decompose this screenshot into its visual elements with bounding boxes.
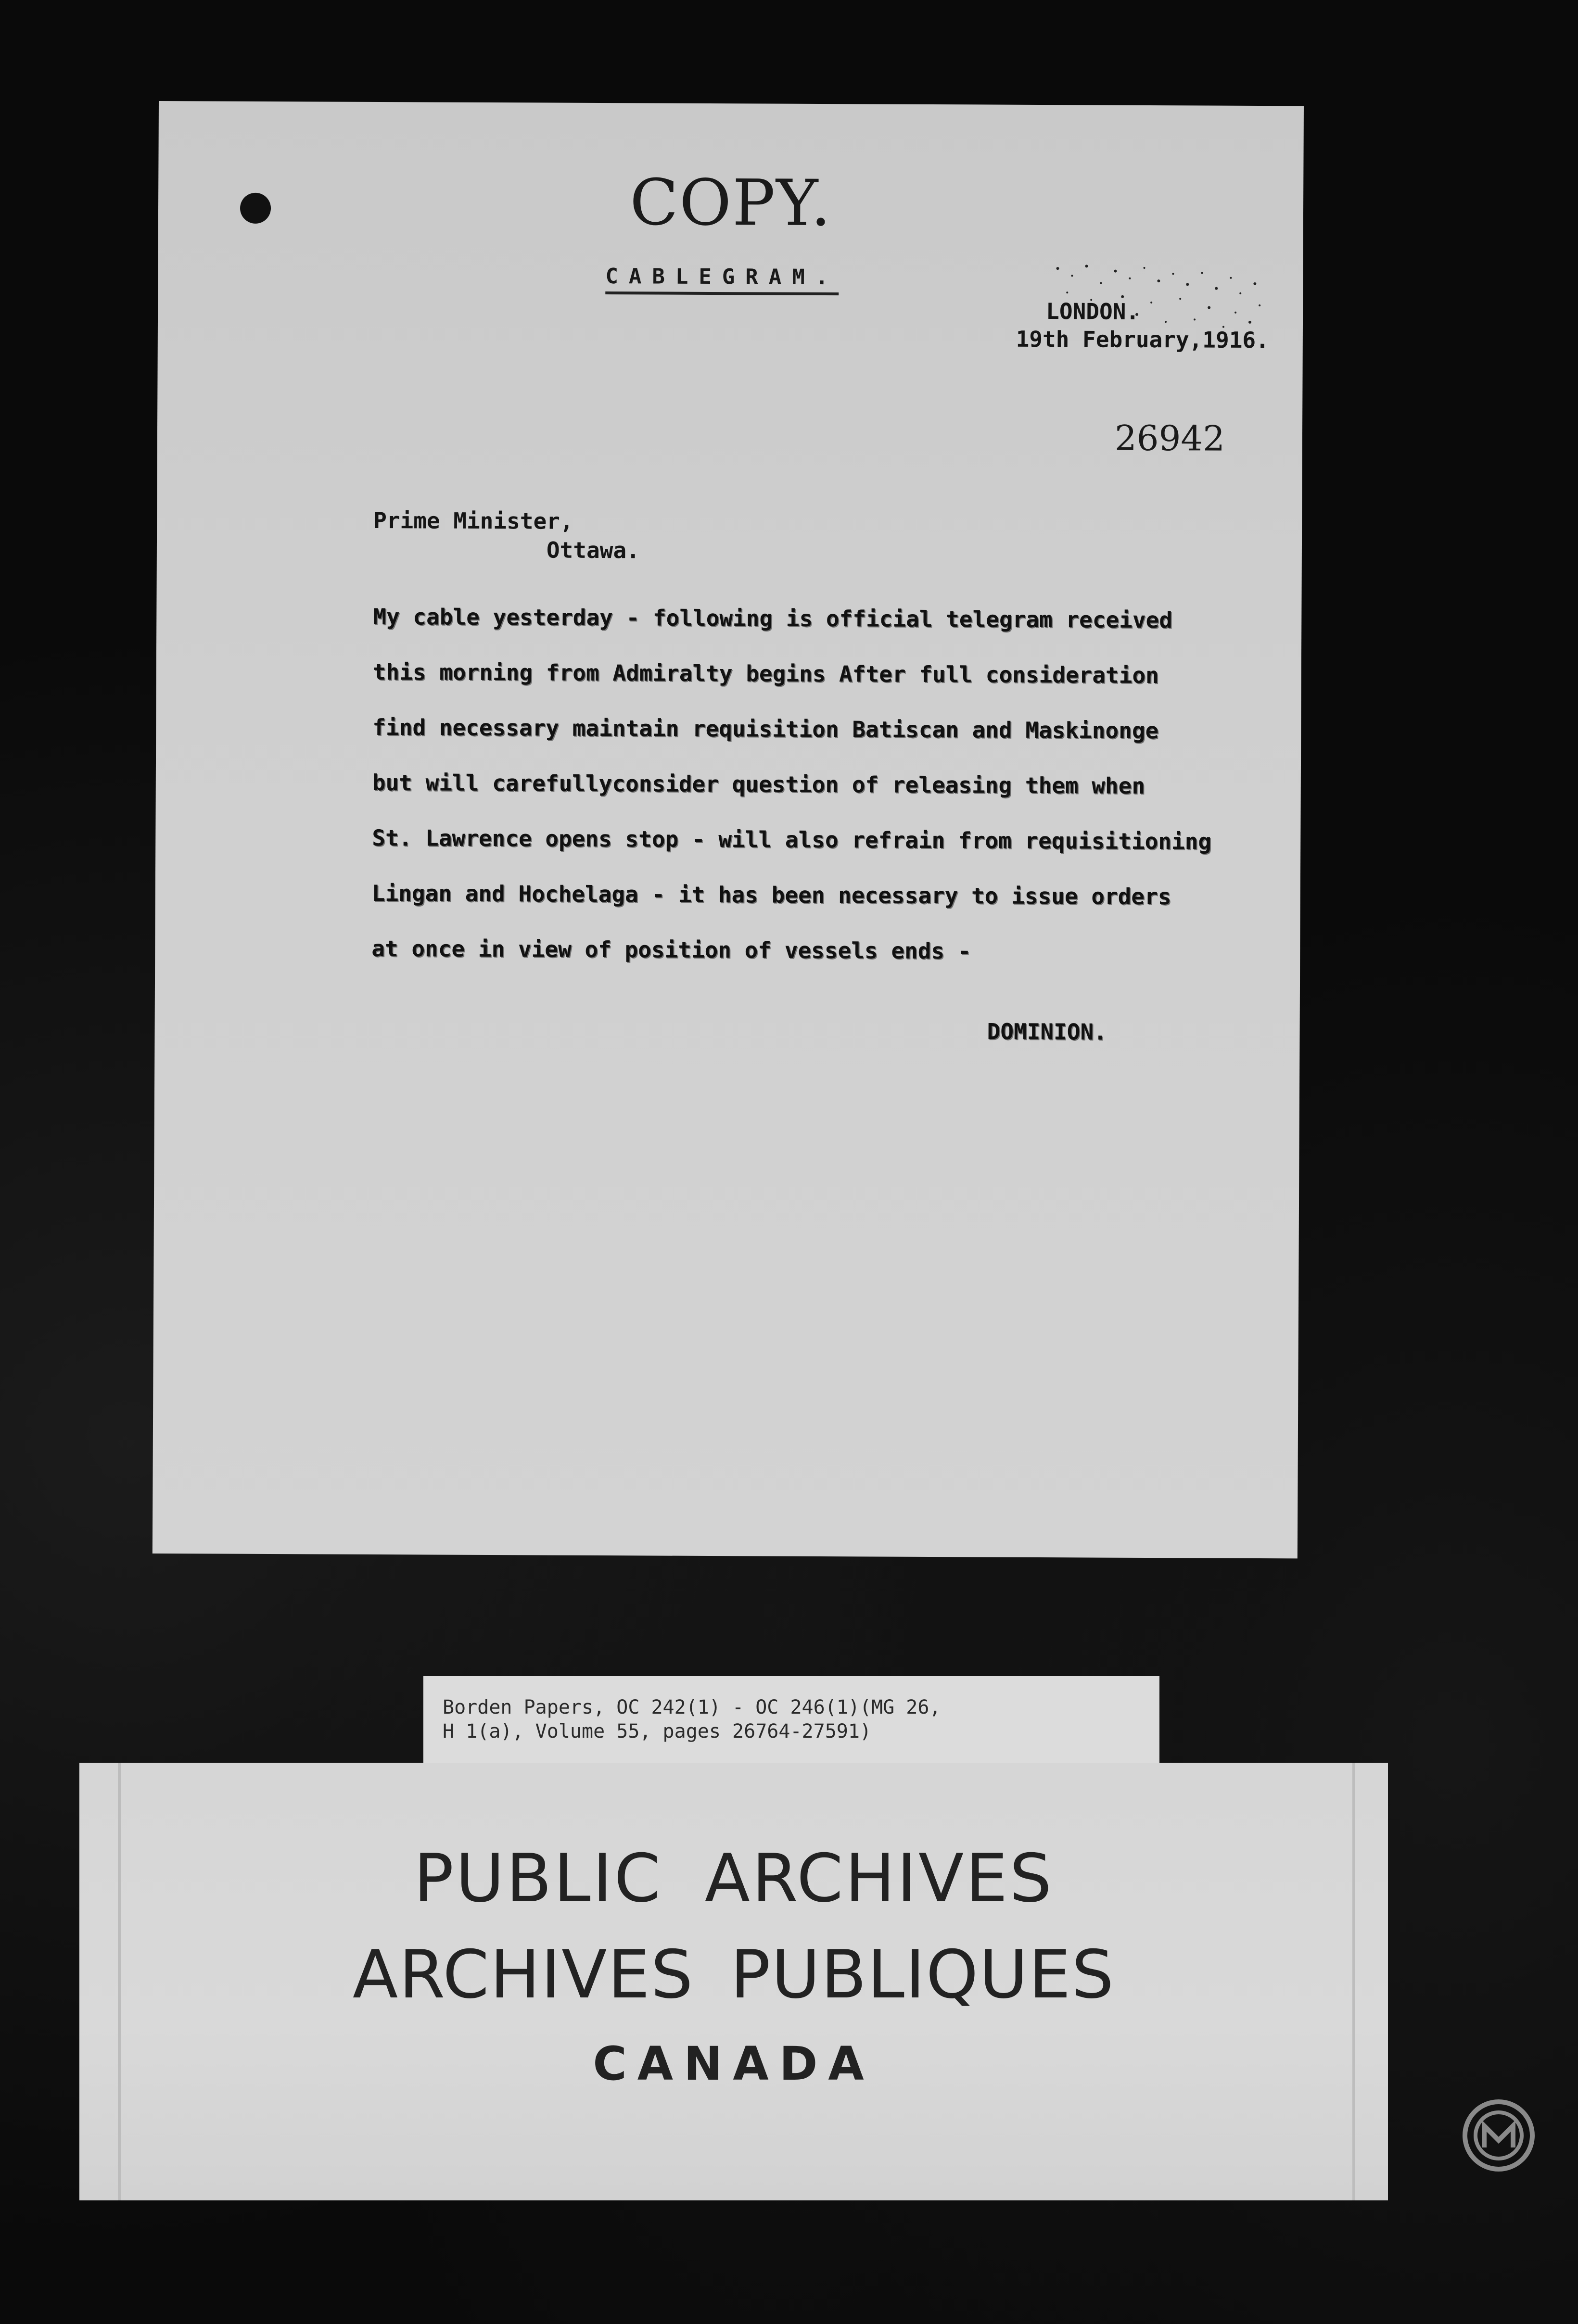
message-body (371, 602, 1287, 993)
message-line: My cable yesterday - following is official telegram received (373, 603, 1173, 633)
copy-heading: COPY. (629, 165, 832, 241)
place: LONDON. (1046, 298, 1140, 325)
date: 19th February,1916. (1016, 326, 1269, 354)
reference-slip (423, 1676, 1159, 1768)
reference-text (443, 1695, 941, 1743)
message-line: St. Lawrence opens stop - will also refrain from requisitioning (372, 824, 1212, 855)
addressee-line-2: Ottawa. (546, 537, 640, 564)
addressee (373, 506, 640, 565)
message-line: this morning from Admiralty begins After full consideration (372, 658, 1159, 689)
message-line: but will carefullyconsider question of releasing them when (372, 769, 1145, 799)
cablegram-sheet (153, 101, 1304, 1558)
archives-line-french: ARCHIVES PUBLIQUES (352, 1936, 1115, 2013)
message-line: Lingan and Hochelaga - it has been necessary to issue orders (371, 880, 1171, 910)
message-line: at once in view of position of vessels ends - (371, 935, 971, 964)
microfilm-logo-icon (1458, 2095, 1540, 2176)
addressee-line-1: Prime Minister, (373, 507, 573, 534)
message-line: find necessary maintain requisition Batiscan and Maskinonge (372, 714, 1159, 744)
signoff: DOMINION. (987, 1018, 1107, 1045)
cablegram-label: CABLEGRAM. (605, 264, 839, 295)
archives-card (79, 1763, 1388, 2200)
archives-line-english: PUBLIC ARCHIVES (413, 1840, 1054, 1917)
reference-line-1: Borden Papers, OC 242(1) - OC 246(1)(MG 26, (443, 1696, 941, 1718)
archives-line-country: CANADA (593, 2037, 875, 2091)
reference-line-2: H 1(a), Volume 55, pages 26764-27591) (443, 1720, 872, 1743)
place-date-block (1016, 297, 1270, 354)
document-number: 26942 (1114, 417, 1225, 459)
